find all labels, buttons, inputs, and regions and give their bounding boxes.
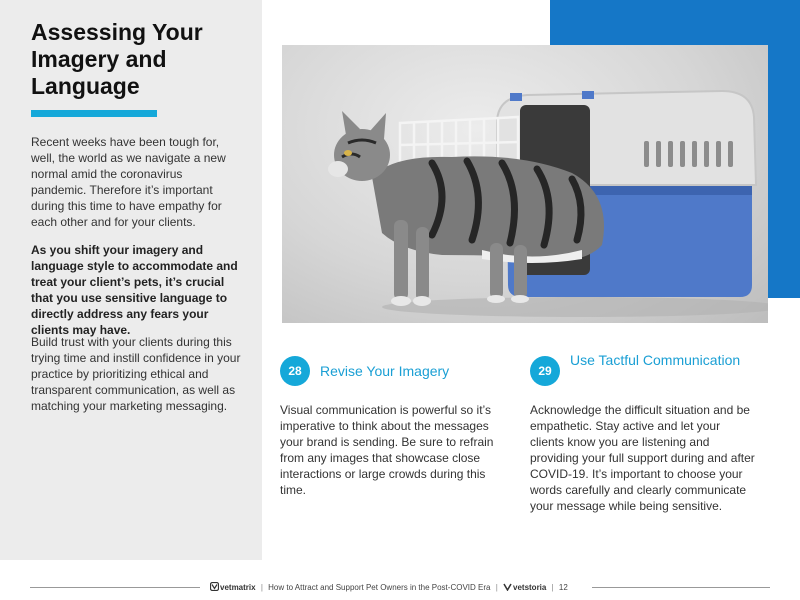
hero-photo — [282, 45, 768, 323]
page-title: Assessing Your Imagery and Language — [31, 19, 203, 99]
footer-separator: | — [260, 583, 263, 592]
vetstoria-brand: vetstoria — [513, 583, 547, 592]
closing-paragraph: Build trust with your clients during this trying time and instill confidence in your practice by prioritizing ethical and transparent communication, as well as matching your marketing messaging. — [31, 335, 241, 413]
section-body: Visual communication is powerful so it’s imperative to think about the messages your brand is sending. Be sure to refrain from any images that showcase close interactions or large crowds during this time. — [280, 403, 494, 497]
section-body: Acknowledge the difficult situation and be empathetic. Stay active and let your clients know you are listening and providing your full support during and after COVID-19. It’s important to choose your words carefully and clearly communicate your message while being sensitive. — [530, 403, 755, 513]
footer — [210, 582, 590, 594]
vetmatrix-brand: vetmatrix — [220, 583, 256, 592]
title-underline — [31, 110, 157, 117]
footer-rule-left — [30, 587, 200, 588]
footer-guide-title: How to Attract and Support Pet Owners in the Post-COVID Era — [268, 583, 491, 592]
section-number-badge: 29 — [530, 356, 560, 386]
section-title: Use Tactful Communication — [570, 352, 741, 368]
page-number: 12 — [558, 583, 568, 592]
vetmatrix-logo-icon — [210, 582, 219, 595]
highlight-paragraph: As you shift your imagery and language style to accommodate and treat your client’s pets, it’s crucial that you use sensitive language to directly address any fears your clients may have. — [31, 243, 238, 337]
vetstoria-logo-icon — [503, 582, 512, 595]
section-title: Revise Your Imagery — [320, 363, 450, 379]
intro-paragraph: Recent weeks have been tough for, well, the world as we navigate a new normal amid the coronavirus pandemic. Therefore it’s important during this time to have empathy for each other and for your clients. — [31, 135, 226, 229]
cat-carrier-illustration — [282, 45, 768, 323]
footer-separator: | — [551, 583, 554, 592]
footer-rule-right — [592, 587, 770, 588]
section-number-badge: 28 — [280, 356, 310, 386]
footer-separator: | — [495, 583, 498, 592]
